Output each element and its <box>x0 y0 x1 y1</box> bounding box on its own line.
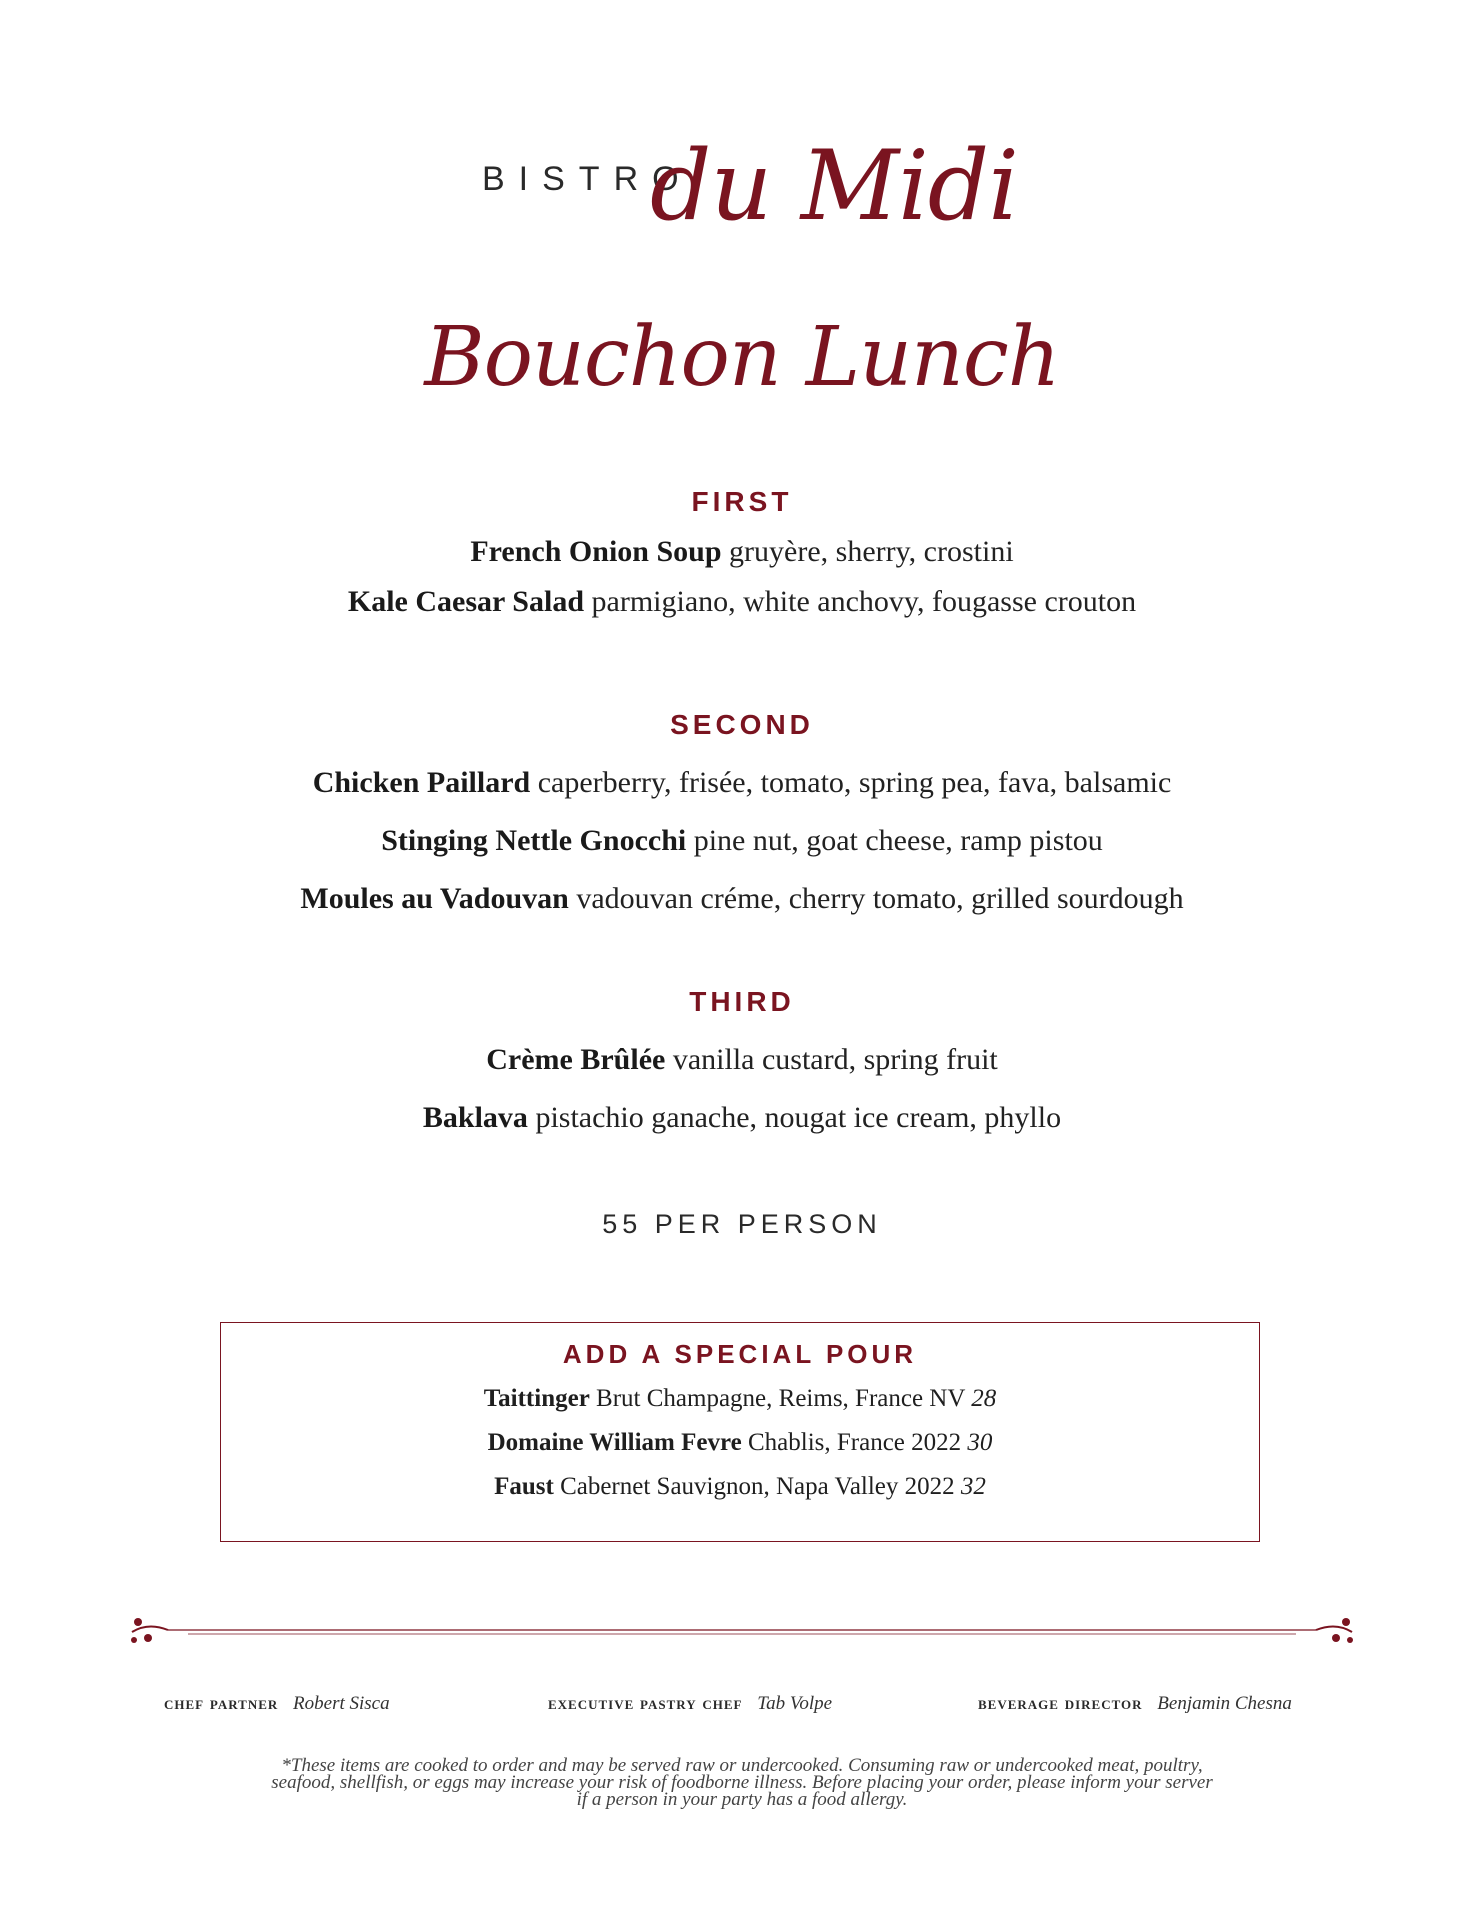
wine-item <box>221 1472 1259 1502</box>
flourish-left-icon <box>131 1618 168 1643</box>
special-pour-box <box>220 1322 1260 1542</box>
menu-item <box>0 532 1484 572</box>
item-description: vadouvan créme, cherry tomato, grilled sourdough <box>576 882 1184 915</box>
logo-wordmark: BISTRO <box>482 160 693 198</box>
staff-pastry-chef <box>548 1693 832 1715</box>
item-name: Crème Brûlée <box>486 1043 666 1076</box>
menu-item <box>0 821 1484 861</box>
decorative-divider <box>128 1612 1356 1652</box>
section-heading: SECOND <box>670 709 814 740</box>
wine-producer: Domaine William Fevre <box>487 1429 742 1456</box>
wine-description: Brut Champagne, Reims, France NV <box>596 1385 965 1412</box>
section-heading: THIRD <box>689 986 795 1017</box>
item-description: pine nut, goat cheese, ramp pistou <box>693 824 1103 857</box>
item-name: Moules au Vadouvan <box>300 882 569 915</box>
wine-item <box>221 1428 1259 1458</box>
special-pour-heading: ADD A SPECIAL POUR <box>562 1339 918 1369</box>
section-first <box>0 482 1484 622</box>
staff-name: Benjamin Chesna <box>1157 1693 1292 1714</box>
item-name: Chicken Paillard <box>312 766 531 799</box>
item-name: Kale Caesar Salad <box>347 585 585 618</box>
staff-name: Robert Sisca <box>293 1693 390 1714</box>
flourish-right-icon <box>1316 1618 1353 1643</box>
disclaimer-line: seafood, shellfish, or eggs may increase your risk of foodborne illness. Before placing your order, please inform your server <box>271 1772 1213 1793</box>
allergy-disclaimer <box>232 1757 1252 1808</box>
disclaimer-line: if a person in your party has a food allergy. <box>576 1789 908 1810</box>
item-name: Baklava <box>422 1101 528 1134</box>
wine-producer: Taittinger <box>483 1385 590 1412</box>
section-third <box>0 982 1484 1138</box>
wine-price: 30 <box>967 1429 993 1456</box>
restaurant-logo <box>470 120 1018 270</box>
staff-name: Tab Volpe <box>757 1693 833 1714</box>
item-description: caperberry, frisée, tomato, spring pea, fava, balsamic <box>537 766 1172 799</box>
item-description: parmigiano, white anchovy, fougasse crouton <box>591 585 1137 618</box>
item-description: gruyère, sherry, crostini <box>729 535 1014 568</box>
wine-price: 28 <box>971 1385 997 1412</box>
wine-description: Cabernet Sauvignon, Napa Valley 2022 <box>560 1473 955 1500</box>
staff-role: chef partner <box>164 1693 279 1714</box>
wine-producer: Faust <box>494 1473 554 1500</box>
staff-role: executive pastry chef <box>548 1693 743 1714</box>
menu-item <box>0 582 1484 622</box>
menu-title: Bouchon Lunch <box>424 310 1060 405</box>
wine-description: Chablis, France 2022 <box>747 1429 962 1456</box>
logo-script: du Midi <box>650 130 1018 242</box>
section-heading: FIRST <box>691 486 793 517</box>
menu-item <box>0 1098 1484 1138</box>
item-description: pistachio ganache, nougat ice cream, phyllo <box>535 1101 1062 1134</box>
staff-role: beverage director <box>978 1693 1143 1714</box>
menu-item <box>0 763 1484 803</box>
wine-price: 32 <box>960 1473 986 1500</box>
disclaimer-line: *These items are cooked to order and may be served raw or undercooked. Consuming raw or undercooked meat, poultry, <box>281 1755 1203 1776</box>
item-name: Stinging Nettle Gnocchi <box>381 824 687 857</box>
wine-item <box>221 1384 1259 1414</box>
item-description: vanilla custard, spring fruit <box>672 1043 998 1076</box>
staff-beverage-director <box>978 1693 1292 1715</box>
menu-item <box>0 879 1484 919</box>
item-name: French Onion Soup <box>470 535 722 568</box>
section-second <box>0 705 1484 919</box>
menu-item <box>0 1040 1484 1080</box>
staff-chef-partner <box>164 1693 390 1715</box>
price-per-person: 55 PER PERSON <box>602 1209 882 1239</box>
